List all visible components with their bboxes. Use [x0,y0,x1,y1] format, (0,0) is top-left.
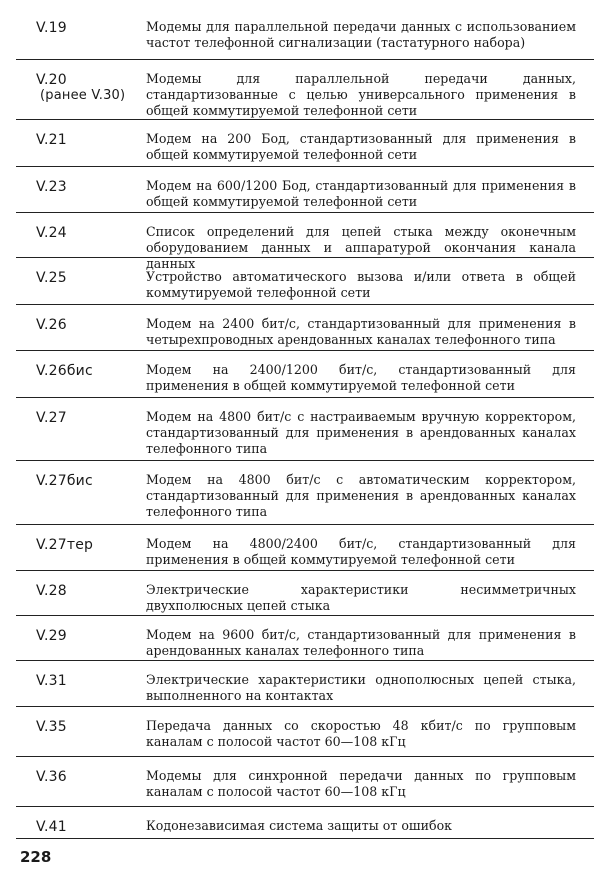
standard-description: Модем на 600/1200 Бод, стандартизованный для применения в общей коммутируемой телефонной сети [146,178,576,209]
standard-code-note: (ранее V.30) [40,88,126,103]
standard-description: Модемы для параллельной передачи данных, стандартизованные с целью универсального применения в общей коммутируемой телефонной сети [146,71,576,118]
standard-code [36,72,125,104]
standards-table [16,8,594,839]
table-row [16,461,594,525]
table-row [16,60,594,120]
standard-description: Модемы для синхронной передачи данных по групповым каналам с полосой частот 60—108 кГц [146,768,576,799]
standard-description: Электрические характеристики несимметричных двухполюсных цепей стыка [146,582,576,613]
standard-description: Модемы для параллельной передачи данных с использованием частот телефонной сигнализации (тастатурного набора) [146,19,576,50]
standard-code: V.27тер [36,537,94,553]
table-row [16,120,594,167]
standard-description: Электрические характеристики однополюсных цепей стыка, выполненного на контактах [146,672,576,703]
table-row [16,525,594,571]
standard-code: V.26 [36,317,67,333]
table-row [16,351,594,398]
standard-code: V.21 [36,132,67,148]
standard-description: Модем на 200 Бод, стандартизованный для применения в общей коммутируемой телефонной сети [146,131,576,162]
table-row [16,616,594,661]
standard-code: V.35 [36,719,67,735]
standard-code: V.29 [36,628,67,644]
standard-description: Список определений для цепей стыка между оконечным оборудованием данных и аппаратурой окончания канала данных [146,224,576,271]
standard-code: V.31 [36,673,67,689]
standard-code: V.27 [36,410,67,426]
standard-code: V.28 [36,583,67,599]
table-row [16,213,594,271]
table-row [16,167,594,213]
standard-code: V.25 [36,270,67,286]
standard-description: Модем на 2400/1200 бит/с, стандартизованный для применения в общей коммутируемой телефонной сети [146,362,576,393]
standard-code: V.19 [36,20,67,36]
standard-code-value: V.20 [36,72,67,88]
table-row [16,707,594,757]
standard-code: V.26бис [36,363,93,379]
standard-description: Кодонезависимая система защиты от ошибок [146,818,453,833]
standard-description: Устройство автоматического вызова и/или ответа в общей коммутируемой телефонной сети [146,269,576,300]
table-row [16,571,594,616]
table-row [16,8,594,60]
standard-code: V.27бис [36,473,93,489]
standard-code: V.24 [36,225,67,241]
table-row [16,661,594,707]
standard-description: Передача данных со скоростью 48 кбит/с по групповым каналам с полосой частот 60—108 кГц [146,718,576,749]
table-row [16,258,594,305]
table-row [16,398,594,461]
standard-code: V.41 [36,819,67,835]
standard-description: Модем на 4800/2400 бит/с, стандартизованный для применения в общей коммутируемой телефонной сети [146,536,576,567]
table-row [16,757,594,807]
standard-description: Модем на 4800 бит/с с настраиваемым вручную корректором, стандартизованный для применения в арендованных каналах телефонного типа [146,409,576,456]
standard-code: V.23 [36,179,67,195]
standard-code: V.36 [36,769,67,785]
standard-description: Модем на 2400 бит/с, стандартизованный для применения в четырехпроводных арендованных каналах телефонного типа [146,316,576,347]
table-row [16,807,594,839]
standard-description: Модем на 9600 бит/с, стандартизованный для применения в арендованных каналах телефонного типа [146,627,576,658]
table-row [16,305,594,351]
page-number: 228 [20,848,52,866]
standard-description: Модем на 4800 бит/с с автоматическим корректором, стандартизованный для применения в арендованных каналах телефонного типа [146,472,576,519]
